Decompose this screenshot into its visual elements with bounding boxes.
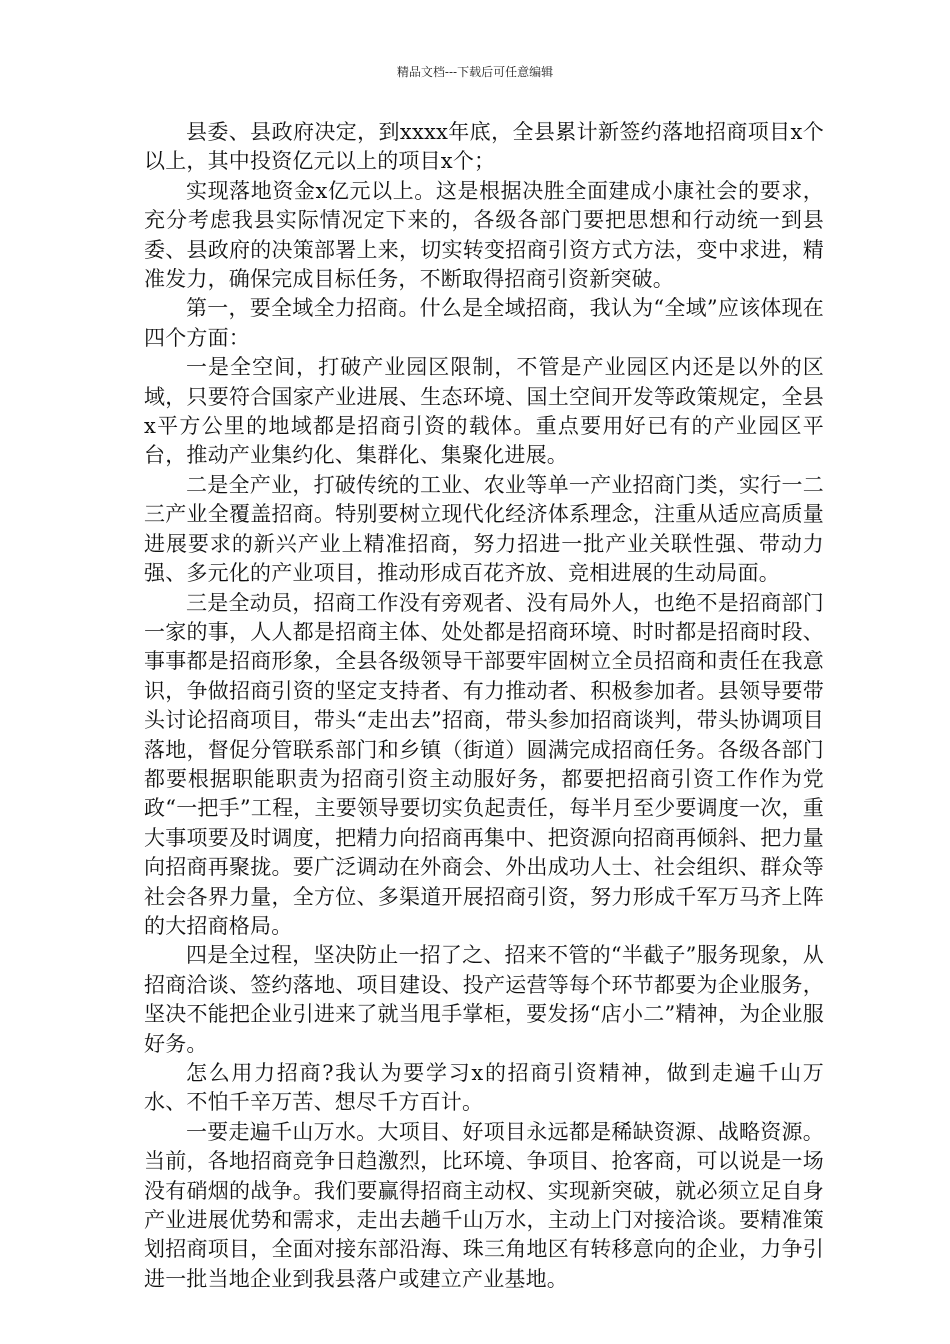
paragraph-4: 一是全空间，打破产业园区限制，不管是产业园区内还是以外的区域，只要符合国家产业进展、生态环境、国土空间开发等政策规定，全县x平方公里的地域都是招商引资的载体。重点要用好已有的产业园区平台，推动产业集约化、集群化、集聚化进展。 (144, 355, 824, 468)
paragraph-5: 二是全产业，打破传统的工业、农业等单一产业招商门类，实行一二三产业全覆盖招商。特别要树立现代化经济体系理念，注重从适应高质量进展要求的新兴产业上精准招商，努力招进一批产业关联性强、带动力强、多元化的产业项目，推动形成百花齐放、竞相进展的生动局面。 (144, 472, 824, 586)
paragraph-8: 怎么用力招商?我认为要学习x的招商引资精神，做到走遍千山万水、不怕千辛万苦、想尽千方百计。 (144, 1061, 824, 1115)
paragraph-3: 第一，要全域全力招商。什么是全域招商，我认为“全域”应该体现在四个方面： (144, 296, 824, 350)
page-header: 精品文档---下载后可任意编辑 (396, 65, 554, 79)
paragraph-7: 四是全过程，坚决防止一招了之、招来不管的“半截子”服务现象，从招商洽谈、签约落地、项目建设、投产运营等每个环节都要为企业服务，坚决不能把企业引进来了就当甩手掌柜，要发扬“店小二”精神，为企业服好务。 (144, 943, 824, 1056)
paragraph-1: 县委、县政府决定，到xxxx年底，全县累计新签约落地招商项目x个以上，其中投资亿元以上的项目x个； (144, 120, 824, 174)
paragraph-2: 实现落地资金x亿元以上。这是根据决胜全面建成小康社会的要求，充分考虑我县实际情况定下来的，各级各部门要把思想和行动统一到县委、县政府的决策部署上来，切实转变招商引资方式方法，变中求进，精准发力，确保完成目标任务，不断取得招商引资新突破。 (144, 178, 824, 292)
paragraph-6: 三是全动员，招商工作没有旁观者、没有局外人，也绝不是招商部门一家的事，人人都是招商主体、处处都是招商环境、时时都是招商时段、事事都是招商形象，全县各级领导干部要牢固树立全员招商和责任在我意识，争做招商引资的坚定支持者、有力推动者、积极参加者。县领导要带头讨论招商项目，带头“走出去”招商，带头参加招商谈判，带头协调项目落地，督促分管联系部门和乡镇（街道）圆满完成招商任务。各级各部门都要根据职能职责为招商引资主动服好务，都要把招商引资工作作为党政“一把手”工程，主要领导要切实负起责任，每半月至少要调度一次，重大事项要及时调度，把精力向招商再集中、把资源向招商再倾斜、把力量向招商再聚拢。要广泛调动在外商会、外出成功人士、社会组织、群众等社会各界力量，全方位、多渠道开展招商引资，努力形成千军万马齐上阵的大招商格局。 (144, 590, 824, 938)
document-body (144, 118, 824, 1294)
paragraph-9: 一要走遍千山万水。大项目、好项目永远都是稀缺资源、战略资源。当前，各地招商竞争日趋激烈，比环境、争项目、抢客商，可以说是一场没有硝烟的战争。我们要赢得招商主动权、实现新突破，就必须立足自身产业进展优势和需求，走出去趟千山万水，主动上门对接洽谈。要精准策划招商项目，全面对接东部沿海、珠三角地区有转移意向的企业，力争引进一批当地企业到我县落户或建立产业基地。 (144, 1119, 824, 1291)
